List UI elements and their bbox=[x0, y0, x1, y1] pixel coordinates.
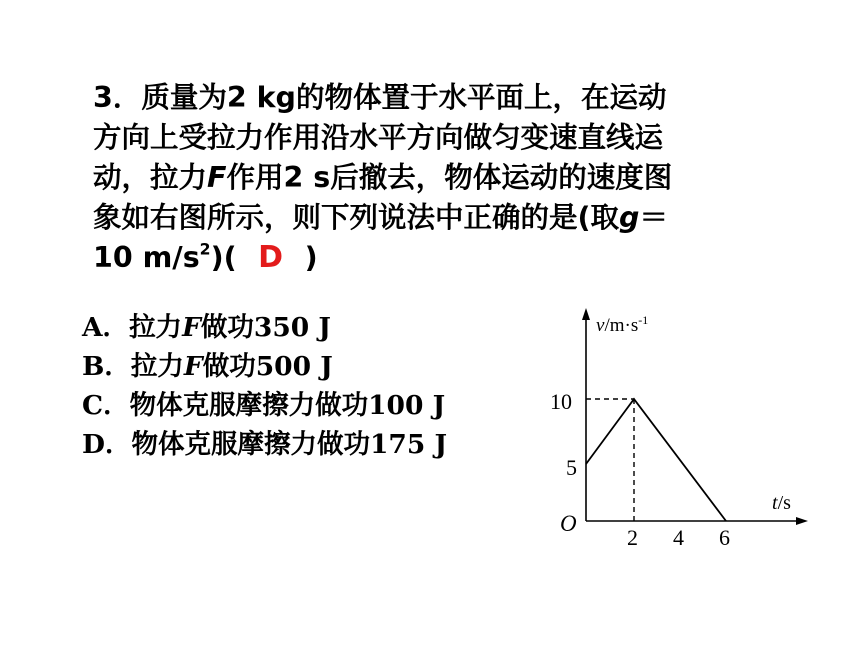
question-line-1: 3．质量为2 kg的物体置于水平面上，在运动 bbox=[93, 81, 667, 114]
x-axis-label: t/s bbox=[772, 492, 791, 514]
velocity-line bbox=[586, 399, 726, 521]
y-axis-label: $v/m\cdot s^{-1}$ bbox=[596, 313, 649, 336]
y-tick-5: 5 bbox=[566, 455, 577, 480]
velocity-time-graph bbox=[540, 300, 820, 560]
options-list bbox=[82, 308, 447, 464]
x-tick-4: 4 bbox=[673, 525, 684, 550]
option-b: B．拉力F做功500 J bbox=[82, 351, 333, 382]
x-tick-2: 2 bbox=[627, 525, 638, 550]
x-axis-arrow bbox=[796, 517, 808, 525]
answer-text: D bbox=[258, 240, 284, 275]
question-line-5: 10 $m/s^2$)( D ) bbox=[93, 238, 793, 278]
x-tick-6: 6 bbox=[719, 525, 730, 550]
question-line-3: 动，拉力F作用2 s后撤去，物体运动的速度图 bbox=[93, 161, 673, 194]
option-c: C．物体克服摩擦力做功100 J bbox=[82, 390, 446, 421]
option-d: D．物体克服摩擦力做功175 J bbox=[82, 429, 448, 460]
question-line-4: 象如右图所示，则下列说法中正确的是(取g＝ bbox=[93, 201, 668, 234]
option-a: A．拉力F做功350 J bbox=[82, 312, 331, 343]
question-stem bbox=[93, 78, 793, 278]
question-line-2: 方向上受拉力作用沿水平方向做匀变速直线运 bbox=[93, 121, 664, 154]
y-tick-10: 10 bbox=[550, 389, 572, 414]
y-axis-arrow bbox=[582, 308, 590, 320]
origin-label: O bbox=[560, 511, 577, 536]
